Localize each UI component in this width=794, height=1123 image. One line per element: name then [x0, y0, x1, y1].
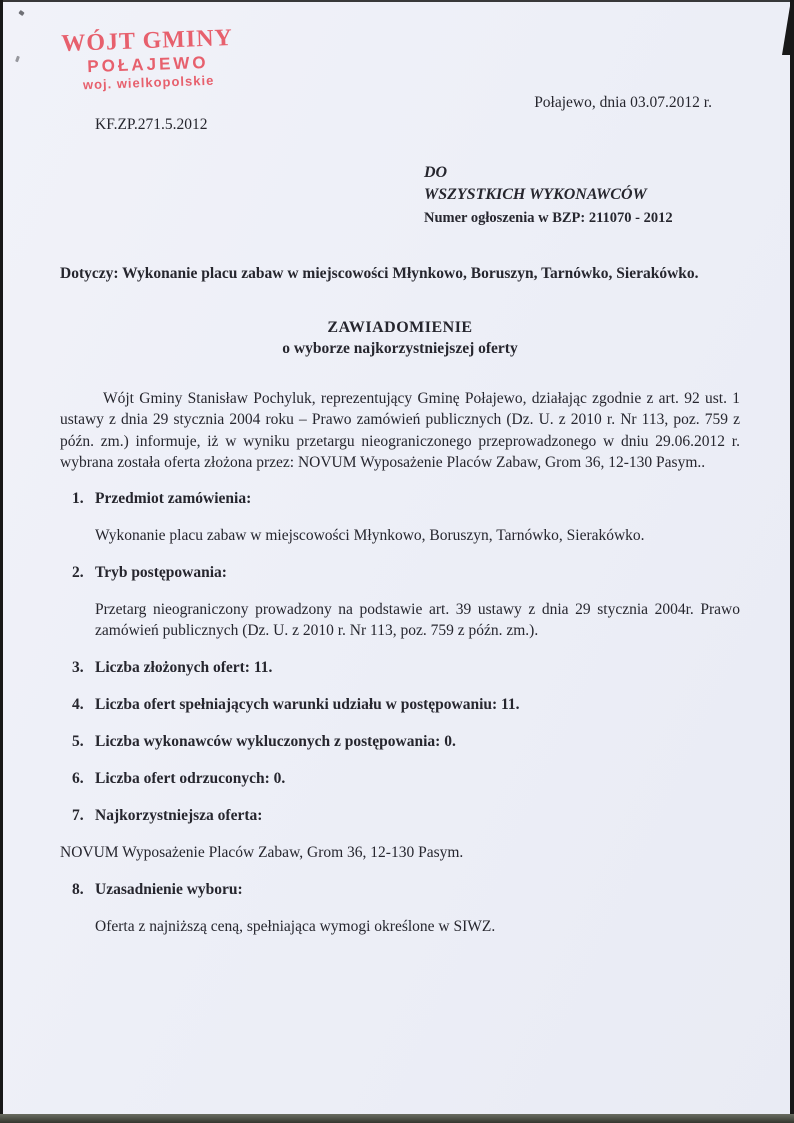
list-item-number: 8.	[72, 881, 84, 898]
list-item-number: 2.	[72, 563, 84, 581]
list-item-heading: Najkorzystniejsza oferta:	[95, 807, 263, 824]
numbered-list	[60, 488, 740, 938]
list-item	[60, 805, 740, 827]
list-item-number: 1.	[72, 489, 84, 507]
subject-line: Dotyczy: Wykonanie placu zabaw w miejscowości Młynkowo, Boruszyn, Tarnówko, Sierakówko.	[60, 265, 699, 282]
list-item	[60, 879, 740, 901]
list-item-number: 5.	[72, 733, 84, 750]
list-item-number: 3.	[72, 659, 84, 676]
list-item	[60, 488, 740, 510]
bzp-announcement-number: Numer ogłoszenia w BZP: 211070 - 2012	[424, 210, 673, 226]
list-item	[60, 768, 740, 790]
list-item-heading: Liczba ofert odrzuconych: 0.	[95, 770, 286, 787]
recipient-line-contractors: WSZYSTKICH WYKONAWCÓW	[424, 186, 647, 203]
list-item-body: NOVUM Wyposażenie Placów Zabaw, Grom 36, 12-130 Pasym.	[60, 844, 464, 861]
stamp-municipality: POŁAJEWO	[87, 53, 209, 77]
document-title	[60, 317, 740, 360]
list-item-number: 6.	[72, 770, 84, 787]
list-item-heading: Przedmiot zamówienia:	[95, 489, 252, 507]
stamp-voivodeship: woj. wielkopolskie	[82, 72, 215, 93]
list-item-heading: Uzasadnienie wyboru:	[95, 881, 243, 898]
reference-number: KF.ZP.271.5.2012	[95, 116, 208, 133]
place-and-date: Połajewo, dnia 03.07.2012 r.	[534, 94, 712, 111]
list-item-body: Przetarg nieograniczony prowadzony na podstawie art. 39 ustawy z dnia 29 stycznia 2004r. Prawo zamówień publicznych (Dz. U. z 2010 r. Nr 113, poz. 759 z późn. zm.).	[95, 600, 740, 639]
recipient-block	[424, 162, 673, 229]
list-item-heading: Tryb postępowania:	[95, 563, 227, 581]
letter-header	[0, 0, 794, 250]
recipient-line-do: DO	[424, 164, 448, 181]
title-subtitle: o wyborze najkorzystniejszej oferty	[282, 340, 518, 357]
letter-body	[0, 263, 794, 938]
scan-edge-bottom	[0, 1114, 794, 1123]
list-item-body: Oferta z najniższą ceną, spełniająca wymogi określone w SIWZ.	[95, 918, 496, 935]
office-ink-stamp	[61, 25, 235, 93]
list-item	[60, 562, 740, 584]
list-item	[60, 694, 740, 716]
list-item-heading: Liczba ofert spełniających warunki udziału w postępowaniu: 11.	[95, 696, 520, 713]
list-item	[60, 657, 740, 679]
list-item-number: 7.	[72, 807, 84, 824]
list-item-number: 4.	[72, 696, 84, 713]
list-item-heading: Liczba wykonawców wykluczonych z postępowania: 0.	[95, 733, 456, 750]
intro-paragraph: Wójt Gminy Stanisław Pochyluk, reprezentujący Gminę Połajewo, działając zgodnie z art. 92 ust. 1 ustawy z dnia 29 stycznia 2004 roku – Prawo zamówień publicznych (Dz. U. z 2010 r. Nr 113, poz. 759 z późn. zm.) informuje, iż w wyniku przetargu nieograniczonego przeprowadzonego w dniu 29.06.2012 r. wybrana została oferta złożona przez: NOVUM Wyposażenie Placów Zabaw, Grom 36, 12-130 Pasym..	[60, 389, 740, 471]
list-item	[60, 731, 740, 753]
stamp-office-name: WÓJT GMINY	[60, 25, 234, 57]
title-main: ZAWIADOMIENIE	[327, 318, 473, 336]
list-item-heading: Liczba złożonych ofert: 11.	[95, 659, 273, 676]
list-item-body: Wykonanie placu zabaw w miejscowości Młynkowo, Boruszyn, Tarnówko, Sierakówko.	[95, 526, 645, 544]
